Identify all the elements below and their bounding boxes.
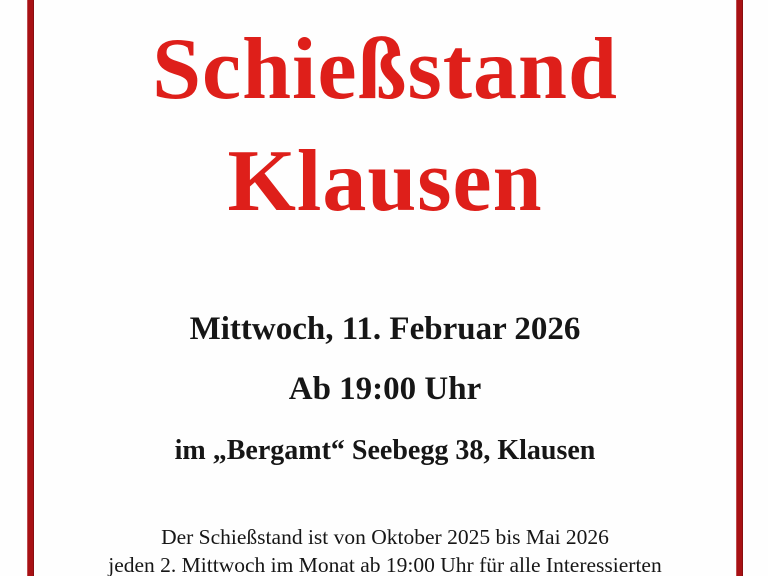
event-time: Ab 19:00 Uhr <box>288 371 482 407</box>
left-border-rule <box>27 0 34 576</box>
info-text-line1: Der Schießstand ist von Oktober 2025 bis Mai 2026 <box>161 525 609 549</box>
event-date: Mittwoch, 11. Februar 2026 <box>189 311 581 347</box>
event-location: im „Bergamt“ Seebegg 38, Klausen <box>174 435 596 466</box>
flyer-title-line1: Schießstand <box>152 21 618 118</box>
info-text-line2: jeden 2. Mittwoch im Monat ab 19:00 Uhr für alle Interessierten <box>108 553 662 576</box>
right-border-rule <box>736 0 743 576</box>
flyer-title-line2: Klausen <box>227 133 543 230</box>
